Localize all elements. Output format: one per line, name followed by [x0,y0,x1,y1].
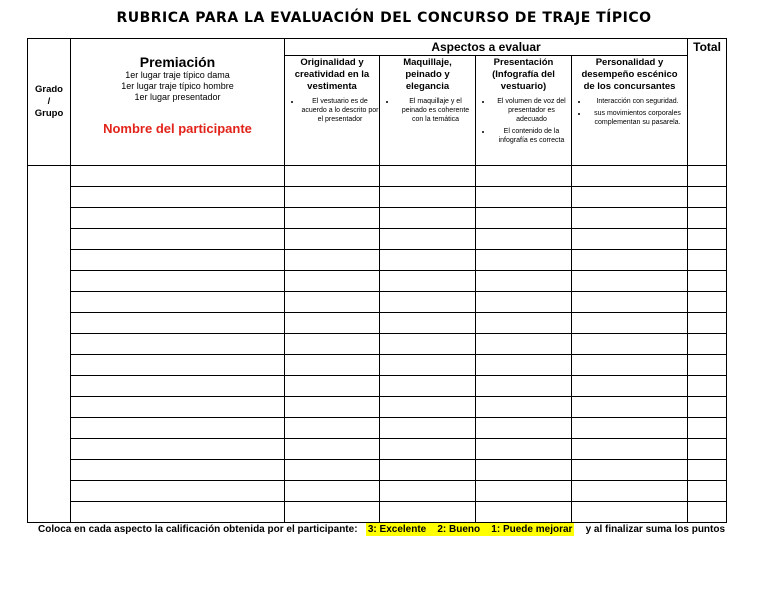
total-cell[interactable] [688,460,727,481]
score-cell[interactable] [572,208,688,229]
score-cell[interactable] [572,397,688,418]
score-cell[interactable] [285,460,380,481]
table-row [28,187,727,208]
participant-cell[interactable] [71,460,285,481]
score-cell[interactable] [380,292,476,313]
table-row [28,166,727,187]
score-cell[interactable] [285,229,380,250]
table-row [28,439,727,460]
scale-3-label: 3: Excelente [367,524,427,535]
participant-cell[interactable] [71,334,285,355]
premiacion-item: 1er lugar traje típico hombre [121,81,234,91]
criterion-item: • sus movimientos corporales complementan su pasarela. [588,109,687,127]
participant-cell[interactable] [71,355,285,376]
premiacion-item: 1er lugar presentador [134,92,221,102]
score-cell[interactable] [380,334,476,355]
score-cell[interactable] [380,439,476,460]
total-cell[interactable] [688,250,727,271]
total-cell[interactable] [688,397,727,418]
table-row [28,418,727,439]
score-cell[interactable] [285,481,380,502]
score-cell[interactable] [380,376,476,397]
score-cell[interactable] [476,460,572,481]
score-cell[interactable] [572,439,688,460]
total-cell[interactable] [688,166,727,187]
aspect-title-line: vestimenta [307,81,357,92]
aspect-personalidad [572,56,688,166]
score-cell[interactable] [380,187,476,208]
score-cell[interactable] [572,166,688,187]
premiacion-header [71,39,285,166]
footer-prefix: Coloca en cada aspecto la calificación obtenida por el participante: [38,524,358,535]
score-cell[interactable] [380,271,476,292]
aspect-title-line: desempeño escénico [581,69,678,80]
score-cell[interactable] [380,208,476,229]
table-row [28,229,727,250]
criterion-item: • El contenido de la infografía es correcta [492,127,571,145]
score-cell[interactable] [285,376,380,397]
score-cell[interactable] [285,334,380,355]
aspect-title-line: Originalidad y [300,57,364,68]
total-cell[interactable] [688,334,727,355]
participant-cell[interactable] [71,418,285,439]
aspect-title-line: Personalidad y [595,57,664,68]
participant-cell[interactable] [71,481,285,502]
score-cell[interactable] [380,502,476,523]
table-row [28,292,727,313]
aspect-title-line: de los concursantes [583,81,676,92]
score-cell[interactable] [572,334,688,355]
score-cell[interactable] [285,271,380,292]
criterion-item: • Interacción con seguridad. [588,97,687,106]
participant-cell[interactable] [71,271,285,292]
footer-instructions [38,524,725,535]
score-cell[interactable] [285,292,380,313]
score-cell[interactable] [572,418,688,439]
participant-cell[interactable] [71,229,285,250]
aspect-originalidad [285,56,380,166]
score-cell[interactable] [285,397,380,418]
score-cell[interactable] [572,271,688,292]
score-cell[interactable] [380,166,476,187]
score-cell[interactable] [572,292,688,313]
score-cell[interactable] [285,208,380,229]
score-cell[interactable] [572,229,688,250]
score-cell[interactable] [285,439,380,460]
total-cell[interactable] [688,208,727,229]
score-cell[interactable] [476,334,572,355]
participant-cell[interactable] [71,208,285,229]
score-cell[interactable] [380,229,476,250]
table-row [28,481,727,502]
score-cell[interactable] [572,313,688,334]
participant-cell[interactable] [71,502,285,523]
score-cell[interactable] [572,355,688,376]
total-cell[interactable] [688,355,727,376]
aspect-title-line: peinado y [405,69,450,80]
header-row-top [28,39,727,56]
score-cell[interactable] [285,187,380,208]
rubric-table [27,38,727,523]
total-cell[interactable] [688,418,727,439]
table-row [28,376,727,397]
table-row [28,397,727,418]
score-cell[interactable] [476,187,572,208]
aspect-title-line: creatividad en la [294,69,370,80]
total-header [688,39,727,166]
criterion-item: • El maquillaje y el peinado es coherente con la temática [396,97,475,124]
score-cell[interactable] [476,313,572,334]
aspect-title-line: Maquillaje, [403,57,452,68]
table-row [28,502,727,523]
score-cell[interactable] [476,292,572,313]
score-cell[interactable] [572,187,688,208]
table-row [28,355,727,376]
grado-label: Grado [35,84,63,95]
total-label: Total [693,40,721,54]
aspect-title-line: elegancia [405,81,450,92]
participant-cell[interactable] [71,439,285,460]
scale-2-label: 2: Bueno [437,524,481,535]
participant-cell[interactable] [71,292,285,313]
table-row [28,271,727,292]
score-cell[interactable] [285,502,380,523]
grado-grupo-header [28,39,71,166]
aspect-title-line: (Infografía del [492,69,555,80]
participant-cell[interactable] [71,250,285,271]
score-cell[interactable] [572,460,688,481]
participant-cell[interactable] [71,397,285,418]
scale-excellent [366,523,575,536]
participant-name-label: Nombre del participante [103,121,252,136]
scale-1-label: 1: Puede mejorar [491,524,573,535]
score-cell[interactable] [380,397,476,418]
score-cell[interactable] [476,376,572,397]
score-cell[interactable] [476,271,572,292]
score-cell[interactable] [476,502,572,523]
aspect-presentacion [476,56,572,166]
table-row [28,460,727,481]
criterion-item: • El vestuario es de acuerdo a lo descrito por el presentador [301,97,379,124]
score-cell[interactable] [476,481,572,502]
score-cell[interactable] [476,439,572,460]
participant-cell[interactable] [71,166,285,187]
total-cell[interactable] [688,271,727,292]
score-cell[interactable] [572,481,688,502]
document-title: RUBRICA PARA LA EVALUACIÓN DEL CONCURSO DE TRAJE TÍPICO [116,10,652,26]
total-cell[interactable] [688,502,727,523]
score-cell[interactable] [476,208,572,229]
score-cell[interactable] [380,418,476,439]
score-cell[interactable] [285,418,380,439]
participant-cell[interactable] [71,313,285,334]
score-cell[interactable] [572,376,688,397]
aspectos-header: Aspectos a evaluar [285,39,688,56]
score-cell[interactable] [476,397,572,418]
aspect-title-line: Presentación [493,57,554,68]
criterion-item: • El volumen de voz del presentador es adecuado [492,97,571,124]
total-cell[interactable] [688,376,727,397]
grado-grupo-cell[interactable] [28,166,71,523]
score-cell[interactable] [285,166,380,187]
score-cell[interactable] [476,250,572,271]
score-cell[interactable] [285,313,380,334]
total-cell[interactable] [688,292,727,313]
table-row [28,313,727,334]
score-cell[interactable] [380,481,476,502]
premiacion-item: 1er lugar traje típico dama [125,70,230,80]
grado-separator: / [47,96,51,107]
footer-suffix: y al finalizar suma los puntos [585,524,726,535]
total-cell[interactable] [688,481,727,502]
score-cell[interactable] [285,355,380,376]
score-cell[interactable] [380,250,476,271]
table-row [28,334,727,355]
total-cell[interactable] [688,313,727,334]
table-row [28,208,727,229]
participant-cell[interactable] [71,376,285,397]
participant-cell[interactable] [71,187,285,208]
score-cell[interactable] [476,229,572,250]
score-cell[interactable] [476,355,572,376]
score-cell[interactable] [572,250,688,271]
score-cell[interactable] [476,166,572,187]
aspect-title-line: vestuario) [500,81,547,92]
grupo-label: Grupo [34,108,64,119]
aspect-maquillaje [380,56,476,166]
total-cell[interactable] [688,439,727,460]
premiacion-title: Premiación [139,54,216,70]
score-cell[interactable] [380,313,476,334]
total-cell[interactable] [688,187,727,208]
table-row [28,250,727,271]
score-cell[interactable] [380,355,476,376]
score-cell[interactable] [572,502,688,523]
score-cell[interactable] [285,250,380,271]
score-cell[interactable] [476,418,572,439]
score-cell[interactable] [380,460,476,481]
total-cell[interactable] [688,229,727,250]
